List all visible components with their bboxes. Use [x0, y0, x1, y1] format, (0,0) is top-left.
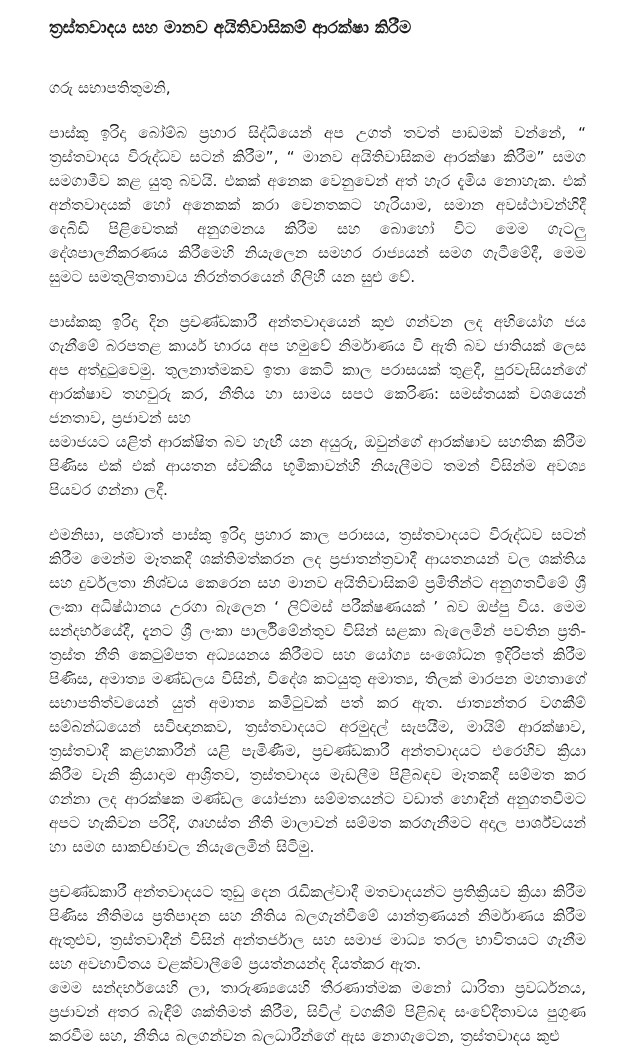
- paragraph-2b: සමාජයට යළිත් ආරක්ෂිත බව හැඟී යන අයුරු, ඔවුන්ගේ ආරක්ෂාව සහතික කිරීම පිණිස එක් එක් ආයතන ස්වකීය භූමිකාවන්හි නියැලීමට තමන් විසින්ම අවශ්‍ය පියවර ගන්නා ලදී.: [49, 433, 586, 499]
- paragraph-5: මෙම සන්දර්භයෙහි ලා, තාරුණ්‍යයෙහි තීරණාත්මක මනෝ ධාරිතා ප්‍රවර්ධනය, ප්‍රජාවන් අතර බැඳීම් ශක්තිමත් කිරීම, සිවිල් වගකීම් පිළිබඳ සංවේදීතාවය පුගුණ කරවීම සහ, නීතිය බලගන්වන බලධාරීන්ගේ ඇස නොගැටෙන, ත්‍රස්තවාදය කුළු: [49, 979, 586, 1045]
- document-title: ත්‍රස්තවාදය සහ මානව අයිතිවාසිකම් ආරක්ෂා කිරීම: [49, 18, 412, 38]
- paragraph-2a: පාස්කකු ඉරිදා දින ප්‍රචණ්ඩකාරී අන්තවාදයෙන් කුළු ගන්වන ලද අභියෝග ජය ගැනීමේ බරපතළ කාර්ය භාරය අප හමුවේ නිර්මාණය වී ඇති බව ජාතියක් ලෙස අප අත්දුටුවෙමු. තුලනාත්මකව ඉතා කෙටි කාල පරාසයක් තුළදී, පුරවැසියන්ගේ ආරක්ෂාව තහවුරු කර, නීතිය හා සාමය සපථ කෙරිණ: සමස්තයක් වශයෙන් ජනතාව, ප්‍රජාවන් සහ: [49, 313, 586, 427]
- paragraph-3: එමනිසා, පශ්චාත් පාස්කු ඉරිදා ප්‍රහාර කාල පරාසය, ත්‍රස්තවාදයට විරුද්ධව සටන් කිරීම මෙන්ම මෑතකදී ශක්තිමත්කරන ලද ප්‍රජාතන්ත්‍රවාදී ආයතනයන් වල ශක්තිය සහ දුර්වලතා නිශ්චය කෙරෙන සහ මානව අයිතිවාසිකම් ප්‍රමිතීන්ට අනුගතවීමේ ශ්‍රී ලංකා අධිෂ්ඨානය උරගා බැලෙන ‘ ලිට්මස් පරීක්ෂණයක් ’ බව ඔප්පු විය. මෙම සන්දර්භයේදී, දැනට ශ්‍රී ලංකා පාර්ලිමේන්තුව විසින් සළකා බැලෙමින් පවතින ප්‍රති-ත්‍රස්ත නීති කෙටුම්පත අධ්‍යයනය කිරීමට සහ යෝග්‍ය සංශෝධන ඉදිරිපත් කිරීම පිණිස, අමාත්‍ය මණ්ඩලය විසින්, විදේශ කටයුතු අමාත්‍ය, තිලක් මාරපන මහතාගේ සභාපතිත්වයෙන් යුත් අමාත්‍ය කමිටුවක් පත් කර ඇත. ජාත්‍යන්තර වගකීම් සම්බන්ධයෙන් සවිඥානකව, ත්‍රස්තවාදයට අරමුදල් සැපයීම, මායිම් ආරක්ෂාව, ත්‍රස්තවාදී කළහකාරීන් යළි පැමිණීම, ප්‍රචණ්ඩකාරී අන්තවාදයට එරෙහිව ක්‍රියා කිරීම වැනි ක්‍රියාදාම ආශ්‍රිතව, ත්‍රස්තවාදය මැඩලීම පිළිබඳව මෑතකදී සම්මත කර ගන්නා ලද ආරක්ෂක මණ්ඩල යෝජනා සම්මතයන්ට වඩාත් හොඳින් අනුගතවීමට අපට හැකිවන පරිදි, ගෘහස්ත නීති මාලාවන් සම්මත කරගැනීමට අදාල පාර්ශ්වයන් හා සමග සාකච්ඡාවල නියැලෙමින් සිටිමු.: [49, 526, 586, 856]
- paragraph-4: ප්‍රචණ්ඩකාරී අන්තවාදයට තුඩු දෙන රැඩිකල්වාදී මතවාදයන්ට ප්‍රතික්‍රියව ක්‍රියා කිරීම පිණිස නීතිමය ප්‍රතිපාදන සහ නීතිය බලගැන්වීමේ යාන්ත්‍රණයන් නිර්මාණය කිරීම ඇතුළුව, ත්‍රස්තවාදීන් විසින් අන්තර්ජාල සහ සමාජ මාධ්‍ය තරල භාවිතයට ගැනීම සහ අවභාවිතය වළක්වාලීමේ ප්‍රයත්නයන්ද දියත්කර ඇත.: [49, 883, 586, 973]
- salutation: ගරු සභාපතිතුමනි,: [49, 79, 171, 97]
- paragraph-1: පාස්කු ඉරිදා බෝම්බ ප්‍රහාර සිද්ධියෙන් අප උගත් තවත් පාඩමක් වන්නේ, “ ත්‍රස්තවාදය විරුද්ධව සටන් කිරීම”, “ මානව අයිතිවාසිකම ආරක්ෂා කිරීම” සමග සමගාමීව කළ යුතු බවයි. එකක් අනෙක වෙනුවෙන් අත් හැර දැමිය නොහැක. එක් අන්තවාදයක් හෝ අනෙකක් කරා වෙනතකට හැරියාම, සමාන අවස්ථාවන්හිදී දෙබිඩි පිළිවෙතක් අනුගමනය කිරීම සහ බොහෝ විට මෙම ගැටලු දේශපාලනීකරණය කිරීමෙහි නියැලෙන සමහර රාජ්‍යයන් සමග ගැටීමේදී, මෙම සුමට සමතුලිතතාවය නිරන්තරයෙන් ගිලිහී යන සුළු වේ.: [49, 124, 586, 286]
